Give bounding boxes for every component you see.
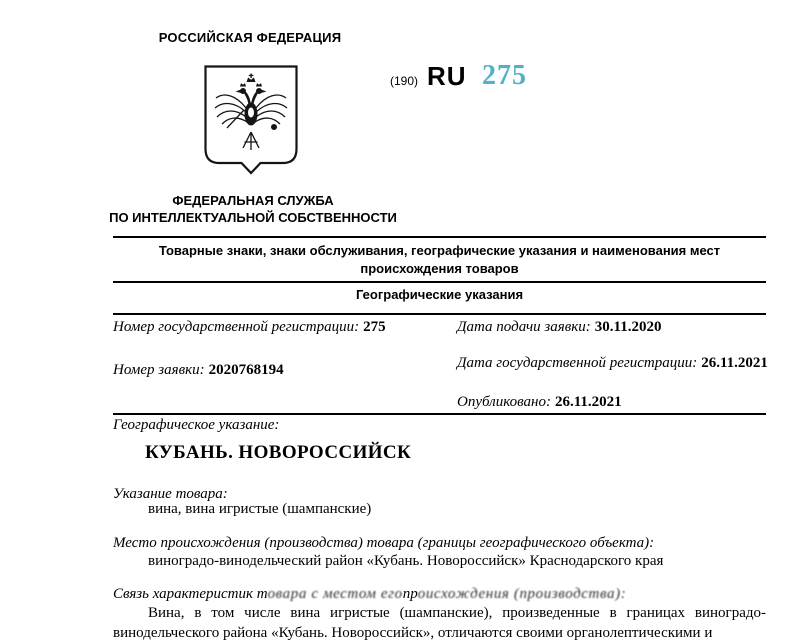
divider-line-1 <box>113 236 766 238</box>
inid-code-label: (190) <box>390 74 419 88</box>
divider-line-3 <box>113 313 766 315</box>
published-label: Опубликовано: <box>457 394 551 410</box>
authority-line2: ПО ИНТЕЛЛЕКТУАЛЬНОЙ СОБСТВЕННОСТИ <box>109 209 397 225</box>
divider-line-2 <box>113 281 766 283</box>
country-code: RU <box>427 61 467 91</box>
link-characteristics-paragraph: Вина, в том числе вина игристые (шампанские), произведенные в границах виноградо-винодельческого района «Кубань. Новороссийск», отличаются своими органолептическими и <box>113 605 766 640</box>
registration-number-value: 275 <box>363 319 386 335</box>
goods-label: Указание товара: <box>113 486 228 502</box>
application-number-label: Номер заявки: <box>113 362 205 378</box>
geographical-indication-label: Географическое указание: <box>113 417 280 433</box>
link-label-part3: пр <box>402 586 418 602</box>
link-label-part4-garbled: оисхождения (производства): <box>417 586 627 602</box>
section-title: Товарные знаки, знаки обслуживания, географические указания и наименования мест происхождения товаров <box>158 243 721 276</box>
field-registration-date <box>457 355 768 372</box>
field-application-number <box>113 362 284 379</box>
origin-value: виноградо-винодельческий район «Кубань. Новороссийск» Краснодарского края <box>148 553 664 569</box>
registration-number-top: 275 <box>482 60 527 91</box>
link-label-part2-garbled: овара с местом его <box>267 586 403 602</box>
link-label-part1: Связь характеристик т <box>113 586 268 602</box>
divider-line-4 <box>113 413 766 415</box>
geographical-indication-name: КУБАНЬ. НОВОРОССИЙСК <box>145 442 412 463</box>
published-value: 26.11.2021 <box>555 394 622 410</box>
coat-of-arms-emblem <box>203 64 299 177</box>
registration-number-label: Номер государственной регистрации: <box>113 319 360 335</box>
field-filing-date <box>457 319 661 336</box>
link-characteristics-label <box>113 586 626 603</box>
filing-date-value: 30.11.2020 <box>594 319 662 335</box>
authority-line1: ФЕДЕРАЛЬНАЯ СЛУЖБА <box>172 193 334 208</box>
field-published <box>457 394 622 411</box>
double-headed-eagle-icon <box>215 74 287 151</box>
authority-name <box>103 193 403 226</box>
field-registration-number <box>113 319 386 336</box>
origin-label: Место происхождения (производства) товара (границы географического объекта): <box>113 535 655 551</box>
subsection-title: Географические указания <box>355 287 524 302</box>
application-number-value: 2020768194 <box>208 362 284 378</box>
filing-date-label: Дата подачи заявки: <box>457 319 591 335</box>
goods-value: вина, вина игристые (шампанские) <box>148 501 372 517</box>
country-header: РОССИЙСКАЯ ФЕДЕРАЦИЯ <box>158 30 342 45</box>
registration-date-label: Дата государственной регистрации: <box>457 355 698 371</box>
registration-date-value: 26.11.2021 <box>701 355 768 371</box>
